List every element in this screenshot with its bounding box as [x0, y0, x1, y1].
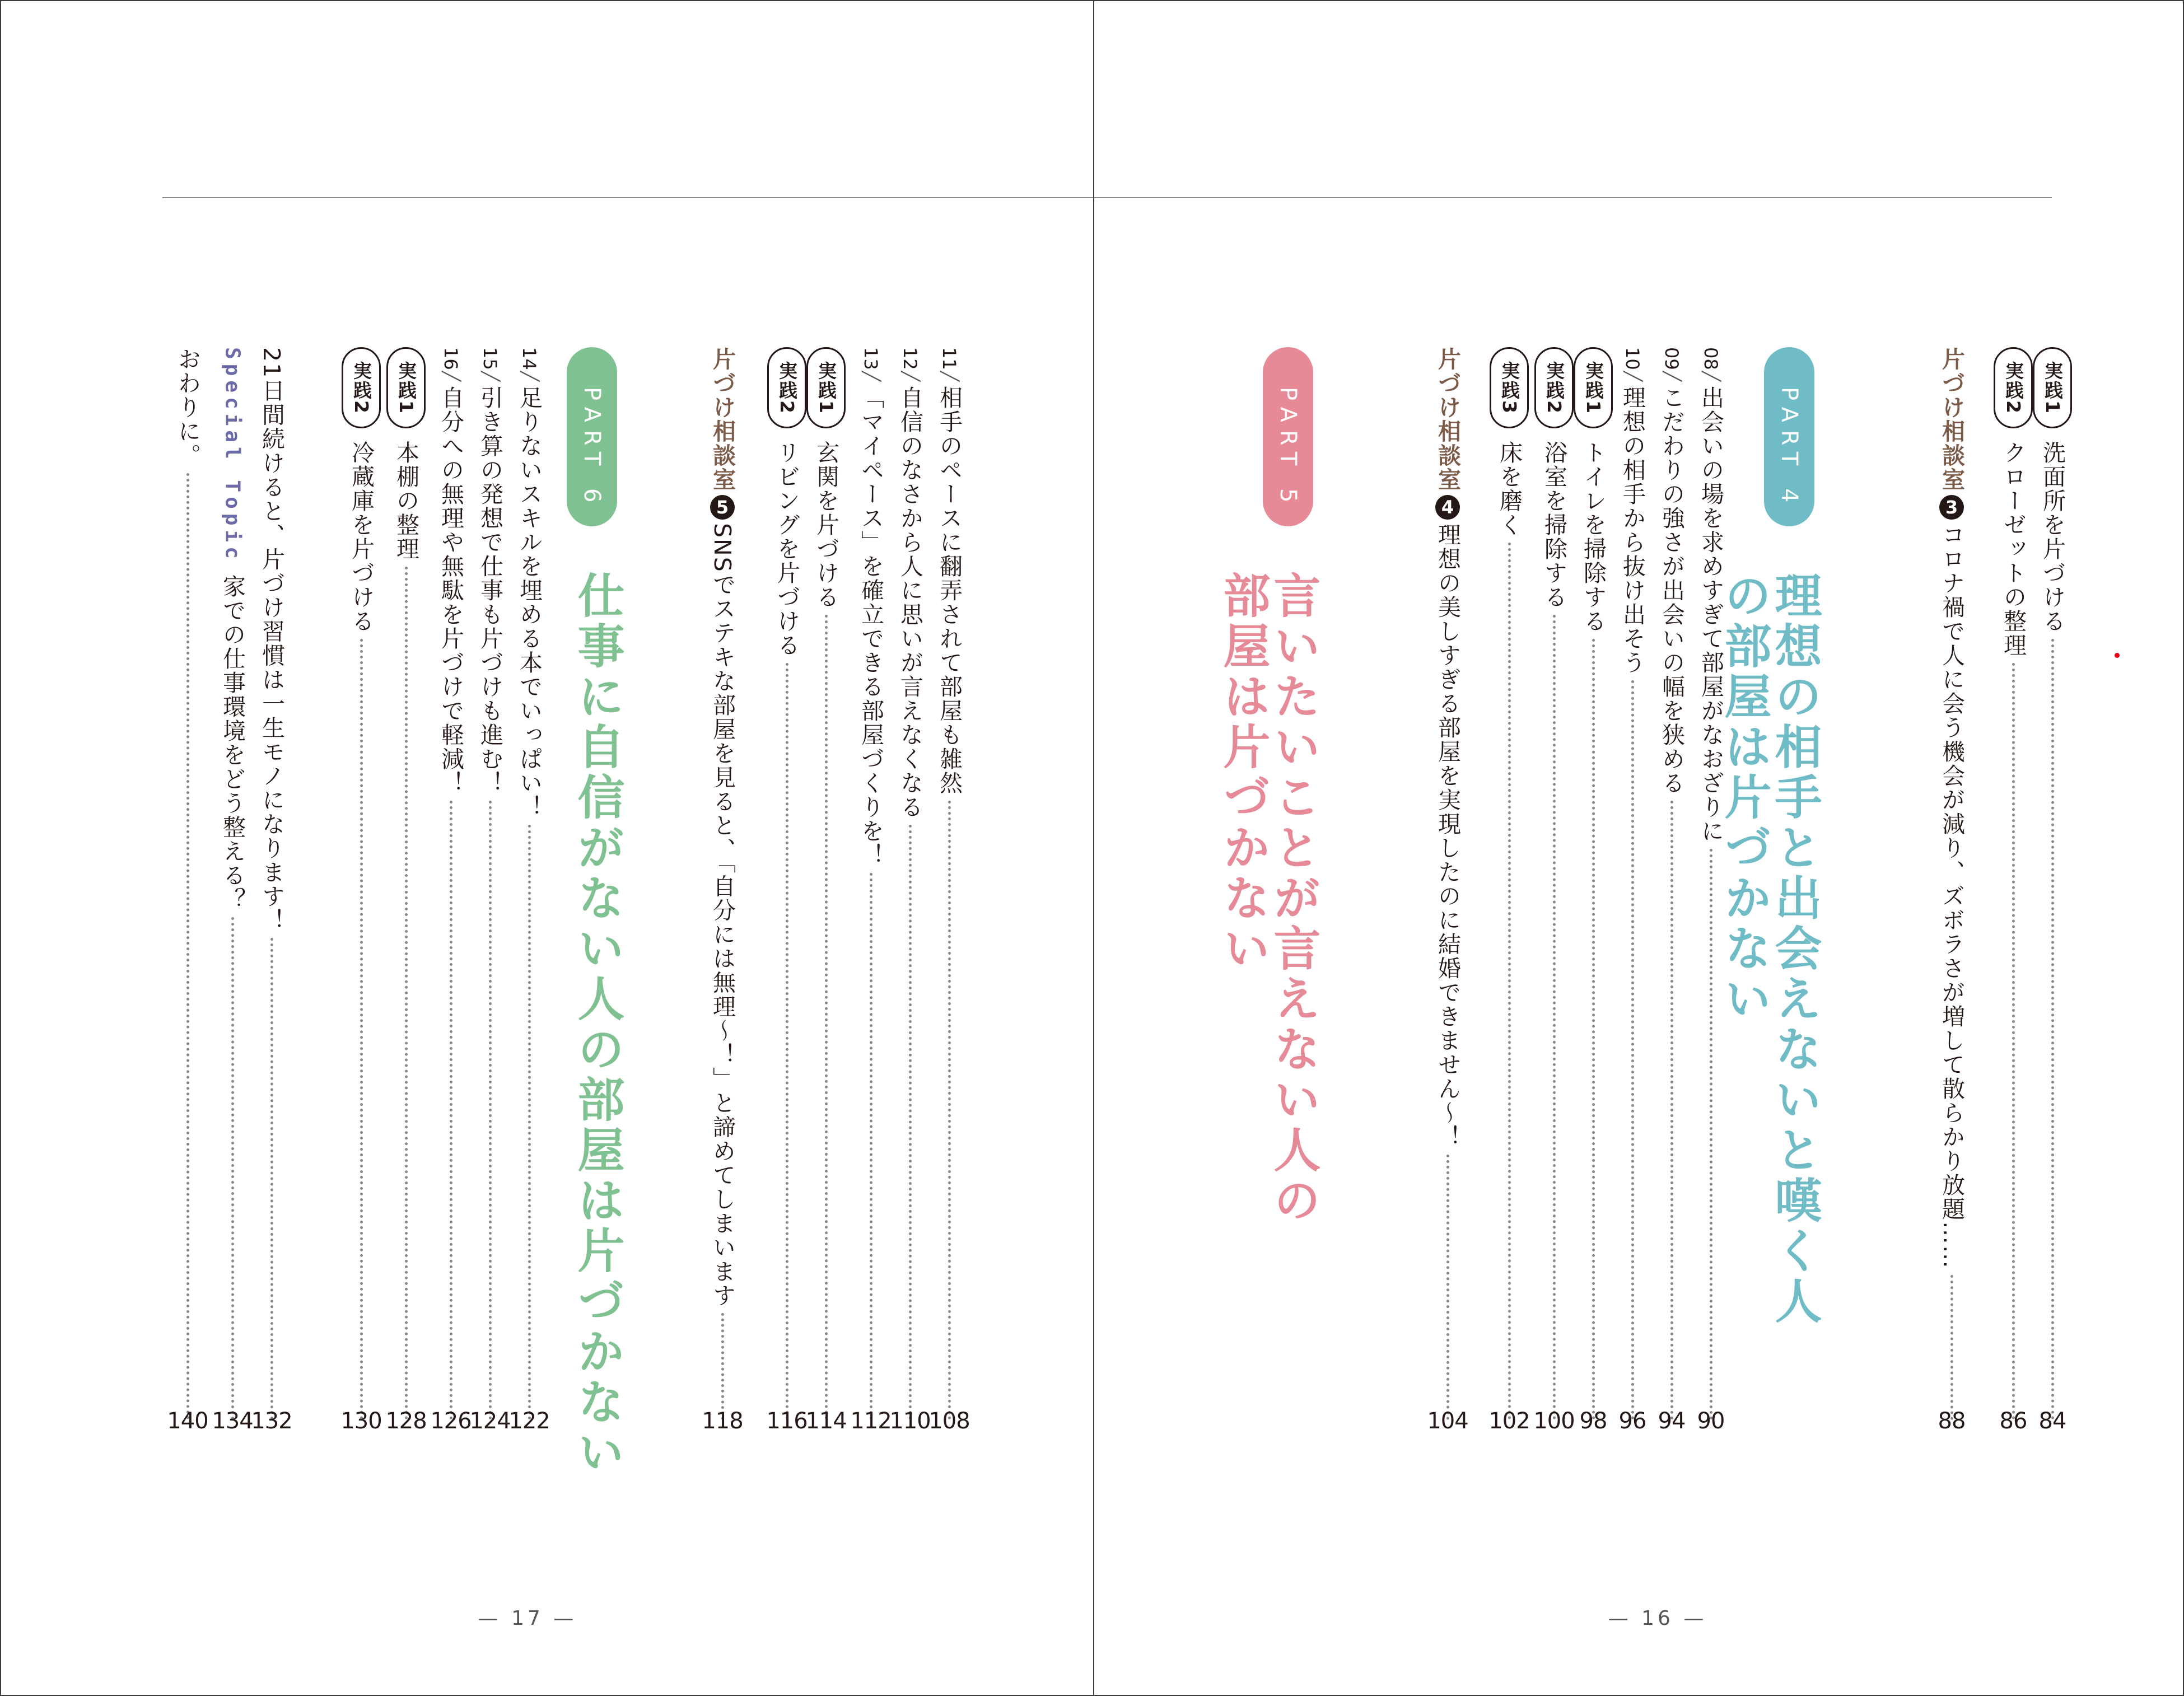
page-number: 112 — [850, 1408, 892, 1434]
dot-leader — [360, 639, 363, 1420]
page-number: 90 — [1697, 1408, 1725, 1434]
chapter-number: 13 ╱ — [860, 347, 881, 381]
dot-leader — [1950, 1275, 1953, 1420]
page-number: 94 — [1658, 1408, 1686, 1434]
page-number: 98 — [1579, 1408, 1607, 1434]
dot-leader — [825, 615, 828, 1420]
practice-badge: 実践1 — [1574, 347, 1613, 428]
page-number: 86 — [1999, 1408, 2027, 1434]
page-number: 110 — [889, 1408, 931, 1434]
consultation-number-circle: 4 — [1435, 495, 1460, 520]
page-number: 108 — [928, 1408, 970, 1434]
chapter-number: 11 ╱ — [939, 347, 960, 381]
dot-leader — [1508, 543, 1511, 1420]
consultation-label: 片づけ相談室 — [1938, 347, 1965, 492]
part-title-line: 部屋は片づかない — [1216, 571, 1271, 974]
toc-entry-title: 足りないスキルを埋める本でいっぱい！ — [516, 385, 543, 819]
dot-leader — [231, 917, 234, 1420]
toc-entry[interactable] — [1490, 347, 1529, 1433]
toc-entry-title: 自信のなさから人に思いが言えなくなる — [897, 385, 923, 819]
page-number: 116 — [766, 1408, 808, 1434]
part-title-line: の部屋は片づかない — [1717, 571, 1772, 1025]
page-number: 102 — [1488, 1408, 1530, 1434]
part-title-line: 言いたいことが言えない人の — [1266, 571, 1321, 1226]
toc-entry[interactable] — [1613, 347, 1652, 1433]
chapter-number: 15 ╱ — [479, 347, 501, 381]
toc-entry-title: 自分への無理や無駄を片づけで軽減！ — [437, 385, 464, 795]
part5-title — [1216, 571, 1321, 1226]
toc-entry[interactable] — [930, 347, 969, 1433]
consultation-label: 片づけ相談室 — [709, 347, 736, 492]
page-number: 114 — [805, 1408, 847, 1434]
toc-entry-title: 出会いの場を求めすぎて部屋がなおざりに — [1697, 385, 1724, 843]
header-rule-right — [1094, 197, 2052, 198]
toc-entry-title: 冷蔵庫を片づける — [348, 440, 375, 633]
dot-leader — [186, 473, 189, 1420]
chapter-number: 14 ╱ — [519, 347, 540, 381]
toc-entry[interactable] — [1534, 347, 1574, 1433]
page-number: 140 — [167, 1408, 208, 1434]
dot-leader — [870, 873, 872, 1420]
toc-entry-title: 浴室を掃除する — [1541, 440, 1567, 609]
toc-entry[interactable] — [386, 347, 426, 1433]
dot-leader — [405, 567, 408, 1420]
toc-entry[interactable] — [252, 347, 291, 1433]
toc-entry-title: 洗面所を片づける — [2039, 440, 2066, 633]
header-rule-left — [162, 197, 1093, 198]
practice-badge: 実践3 — [1490, 347, 1529, 428]
page-number: 134 — [212, 1408, 253, 1434]
part-title-line: 仕事に自信がない人の部屋は片づかない — [570, 571, 625, 1478]
dot-leader — [1710, 849, 1712, 1420]
page-number: 130 — [340, 1408, 382, 1434]
page-number: 124 — [469, 1408, 511, 1434]
toc-entry-title: 家での仕事環境をどう整える？ — [219, 574, 246, 912]
page-number: 84 — [2038, 1408, 2066, 1434]
toc-entry-title: 21日間続けると、片づけ習慣は一生モノになります！ — [258, 347, 285, 933]
toc-entry[interactable] — [213, 347, 252, 1433]
dot-leader — [528, 825, 531, 1420]
chapter-number: 12 ╱ — [899, 347, 921, 381]
dot-leader — [721, 1313, 724, 1420]
toc-entry[interactable] — [1994, 347, 2033, 1433]
page-number: 132 — [251, 1408, 292, 1434]
practice-badge: 実践1 — [806, 347, 846, 428]
dot-leader — [270, 938, 273, 1420]
dot-leader — [489, 801, 492, 1420]
toc-entry[interactable] — [806, 347, 846, 1433]
page-number: 96 — [1618, 1408, 1646, 1434]
toc-entry-title: おわりに。 — [174, 347, 201, 468]
part6-title — [572, 571, 623, 1478]
practice-badge: 実践2 — [342, 347, 381, 428]
special-topic-label: Special Topic — [221, 347, 244, 563]
toc-entry[interactable] — [431, 347, 470, 1433]
chapter-number: 16 ╱ — [440, 347, 461, 381]
toc-entry[interactable] — [342, 347, 381, 1433]
toc-entry-title: 本棚の整理 — [393, 440, 419, 561]
practice-badge: 実践2 — [1534, 347, 1574, 428]
toc-entry[interactable] — [890, 347, 930, 1433]
toc-entry[interactable] — [1652, 347, 1691, 1433]
page-number: 88 — [1938, 1408, 1966, 1434]
red-marker-dot — [2115, 653, 2120, 658]
toc-entry-title: こだわりの強さが出会いの幅を狭める — [1658, 385, 1685, 795]
toc-entry[interactable] — [851, 347, 890, 1433]
toc-entry-title: トイレを掃除する — [1580, 440, 1607, 633]
part4-title — [1717, 571, 1822, 1327]
consultation-number-circle: 3 — [1939, 495, 1964, 520]
page-folio-17: — 17 — — [478, 1607, 577, 1630]
toc-entry-title: コロナ禍で人に会う機会が減り、ズボラさが増して散らかり放題…… — [1938, 523, 1965, 1269]
dot-leader — [1670, 801, 1673, 1420]
part5-label: PART 5 — [1263, 347, 1313, 526]
toc-entry-title: リビングを片づける — [773, 440, 800, 657]
toc-entry-title: SNSでステキな部屋を見ると、「自分には無理～！」と諦めてしまいます — [709, 523, 736, 1308]
toc-entry[interactable] — [2033, 347, 2072, 1433]
dot-leader — [948, 801, 951, 1420]
page-number: 122 — [508, 1408, 550, 1434]
toc-entry-title: クローゼットの整理 — [2000, 440, 2027, 657]
toc-entry[interactable] — [767, 347, 806, 1433]
toc-entry-title: 引き算の発想で仕事も片づけも進む！ — [477, 385, 503, 795]
chapter-number: 08 ╱ — [1700, 347, 1721, 381]
consultation-number-circle: 5 — [710, 495, 735, 520]
practice-badge: 実践1 — [2033, 347, 2072, 428]
toc-entry[interactable] — [1932, 347, 1971, 1433]
practice-badge: 実践2 — [767, 347, 806, 428]
practice-badge: 実践1 — [386, 347, 426, 428]
dot-leader — [1446, 1155, 1449, 1420]
dot-leader — [1631, 680, 1634, 1420]
book-spine — [1093, 0, 1094, 1696]
page-number: 128 — [385, 1408, 427, 1434]
toc-entry-title: 相手のペースに翻弄されて部屋も雑然 — [936, 385, 963, 795]
toc-entry-title: 床を磨く — [1496, 440, 1523, 537]
toc-entry-title: 玄関を片づける — [813, 440, 839, 609]
dot-leader — [2051, 639, 2054, 1420]
practice-badge: 実践2 — [1994, 347, 2033, 428]
part4-label: PART 4 — [1764, 347, 1814, 526]
page-folio-16: — 16 — — [1608, 1607, 1707, 1630]
part6-label: PART 6 — [567, 347, 617, 526]
toc-entry[interactable] — [1574, 347, 1613, 1433]
page-number: 100 — [1533, 1408, 1575, 1434]
page-number: 104 — [1427, 1408, 1468, 1434]
toc-entry[interactable] — [470, 347, 510, 1433]
dot-leader — [1592, 639, 1595, 1420]
toc-entry[interactable] — [168, 347, 207, 1433]
dot-leader — [1553, 615, 1556, 1420]
page-number: 126 — [430, 1408, 472, 1434]
toc-entry-title: 理想の相手から抜け出そう — [1619, 385, 1646, 675]
page-number: 118 — [702, 1408, 743, 1434]
chapter-number: 10 ╱ — [1622, 347, 1643, 381]
toc-entry[interactable] — [1428, 347, 1467, 1433]
dot-leader — [450, 801, 452, 1420]
consultation-label: 片づけ相談室 — [1434, 347, 1461, 492]
part-title-line: 理想の相手と出会えないと嘆く人 — [1767, 571, 1822, 1327]
dot-leader — [909, 825, 912, 1420]
toc-entry[interactable] — [703, 347, 742, 1433]
toc-entry-title: 「マイペース」を確立できる部屋づくりを！ — [857, 385, 884, 867]
toc-entry-title: 理想の美しすぎる部屋を実現したのに結婚できません～！ — [1434, 523, 1461, 1149]
chapter-number: 09 ╱ — [1661, 347, 1682, 381]
toc-entry[interactable] — [510, 347, 549, 1433]
dot-leader — [2012, 663, 2015, 1420]
dot-leader — [786, 663, 788, 1420]
